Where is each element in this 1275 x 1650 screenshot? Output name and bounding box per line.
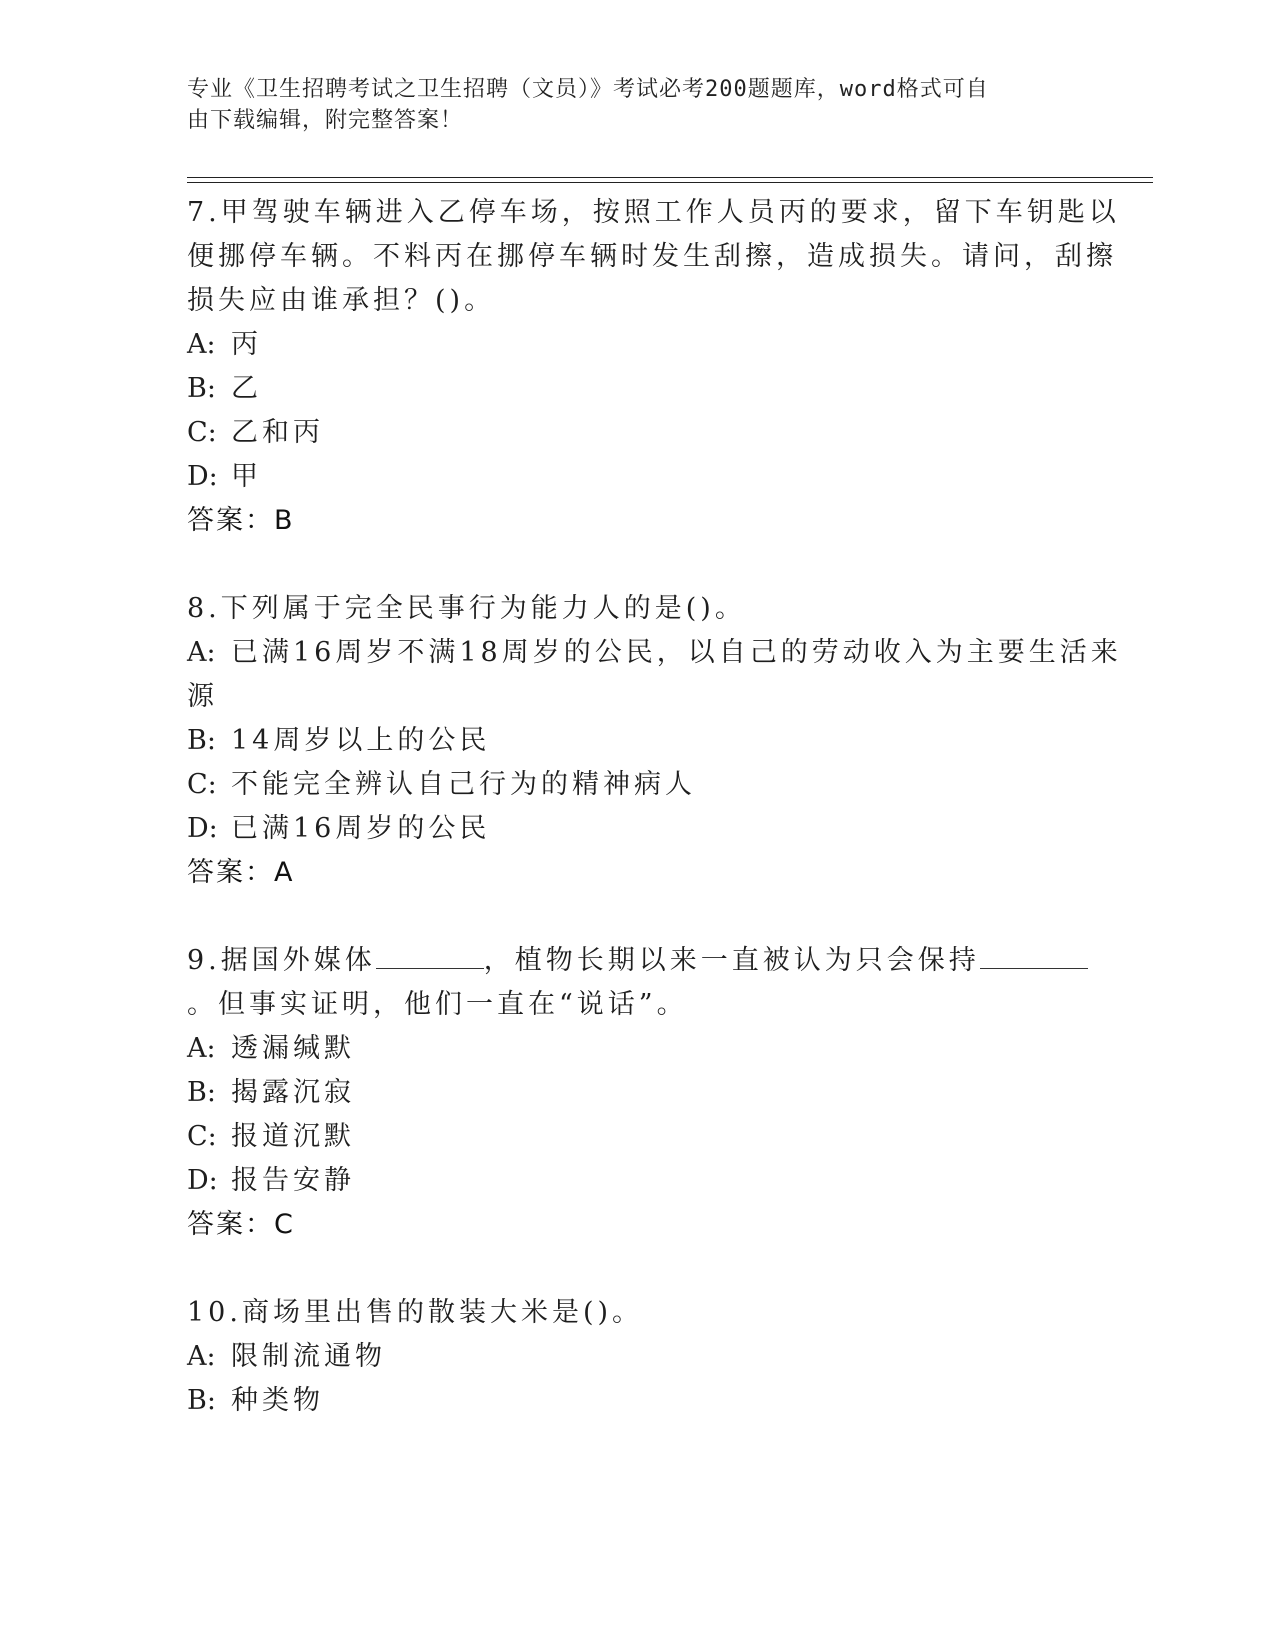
q9-option-c: [187, 1114, 355, 1153]
q8-option-c: [187, 762, 696, 801]
q9-stem-mid: ，植物长期以来一直被认为只会保持: [483, 945, 980, 976]
option-text: 乙: [231, 373, 262, 404]
q7-stem-line-1: 7.甲驾驶车辆进入乙停车场，按照工作人员丙的要求，留下车钥匙以: [187, 197, 1120, 228]
option-text: 丙: [231, 329, 262, 360]
document-header: [187, 74, 1067, 136]
option-key: D:: [187, 813, 218, 844]
q9-stem-line-2: 。但事实证明，他们一直在“说话”。: [187, 989, 688, 1020]
q9-option-a: [187, 1026, 355, 1065]
q9-stem-start: 9.据国外媒体: [187, 945, 376, 976]
option-key: D:: [187, 461, 218, 492]
q10-option-a: [187, 1334, 386, 1373]
fill-blank-1: [376, 946, 484, 969]
q8-answer: 答案：A: [187, 857, 295, 888]
q7-option-d: [187, 454, 262, 493]
q8-option-b: [187, 718, 490, 757]
option-key: A:: [187, 637, 216, 668]
option-key: B:: [187, 725, 216, 756]
q7-option-c: [187, 410, 324, 449]
option-text: 报告安静: [231, 1165, 355, 1196]
option-text: 不能完全辨认自己行为的精神病人: [231, 769, 696, 800]
option-text: 种类物: [231, 1385, 324, 1416]
q8-stem-line-1: 8.下列属于完全民事行为能力人的是()。: [187, 593, 746, 624]
header-divider-top: [187, 177, 1153, 178]
option-key: A:: [187, 1033, 216, 1064]
option-text: 限制流通物: [231, 1341, 386, 1372]
option-key: B:: [187, 1077, 216, 1108]
q9-option-b: [187, 1070, 355, 1109]
q7-answer: 答案：B: [187, 505, 295, 536]
option-key: C:: [187, 417, 217, 448]
option-text: 乙和丙: [231, 417, 324, 448]
q7-option-b: [187, 366, 262, 405]
option-text: 已满16周岁不满18周岁的公民，以自己的劳动收入为主要生活来: [231, 637, 1122, 668]
header-line-1: 专业《卫生招聘考试之卫生招聘（文员）》考试必考200题题库，word格式可自: [187, 77, 989, 102]
q10-option-b: [187, 1378, 324, 1417]
q8-option-d: [187, 806, 490, 845]
q9-stem-line-1: [187, 938, 1088, 977]
q9-option-d: [187, 1158, 355, 1197]
q7-stem-line-3: 损失应由谁承担？()。: [187, 285, 496, 316]
option-key: B:: [187, 1385, 216, 1416]
option-key: A:: [187, 1341, 216, 1372]
q8-option-a: [187, 630, 1122, 669]
q9-answer: 答案：C: [187, 1209, 295, 1240]
option-text: 甲: [231, 461, 262, 492]
q8-option-a-continuation: 源: [187, 681, 218, 712]
option-text: 报道沉默: [231, 1121, 355, 1152]
option-key: C:: [187, 1121, 217, 1152]
header-line-2: 由下载编辑，附完整答案！: [187, 108, 464, 133]
header-divider-bottom: [187, 182, 1153, 183]
option-key: D:: [187, 1165, 218, 1196]
option-text: 揭露沉寂: [231, 1077, 355, 1108]
option-text: 14周岁以上的公民: [231, 725, 491, 756]
option-text: 已满16周岁的公民: [231, 813, 491, 844]
fill-blank-2: [980, 946, 1088, 969]
option-key: B:: [187, 373, 216, 404]
q7-stem-line-2: 便挪停车辆。不料丙在挪停车辆时发生刮擦，造成损失。请问，刮擦: [187, 241, 1117, 272]
q10-stem-line-1: 10.商场里出售的散装大米是()。: [187, 1297, 644, 1328]
q7-option-a: [187, 322, 262, 361]
option-text: 透漏缄默: [231, 1033, 355, 1064]
option-key: A:: [187, 329, 216, 360]
option-key: C:: [187, 769, 217, 800]
